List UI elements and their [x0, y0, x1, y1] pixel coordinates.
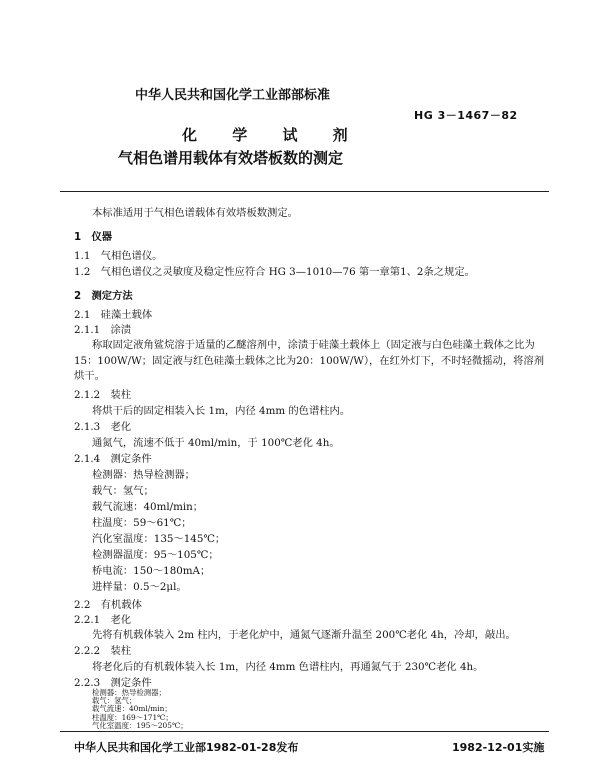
header-divider	[60, 191, 549, 192]
standard-code: HG 3－1467－82	[414, 109, 518, 122]
clause-2-1-4: 2.1.4 测定条件	[74, 453, 152, 465]
clause-2-1-1: 2.1.1 涂渍	[74, 324, 132, 336]
clause-2-1-3: 2.1.3 老化	[74, 421, 132, 433]
footer-divider	[60, 731, 549, 732]
issuing-organization: 中华人民共和国化学工业部部标准	[135, 88, 331, 103]
clause-1-2: 1.2 气相色谱仪之灵敏度及稳定性应符合 HG 3—1010—76 第一章第1、2条之规定。	[74, 266, 475, 278]
condition-bridge-current: 桥电流：150～180mA；	[92, 565, 211, 577]
clause-2-2-2-text: 将老化后的有机载体装入长 1m，内径 4mm 色谱柱内，再通氮气于 230℃老化 4h。	[92, 661, 484, 673]
intro-paragraph: 本标准适用于气相色谱载体有效塔板数测定。	[92, 207, 298, 219]
condition-detector: 检测器：热导检测器；	[92, 469, 195, 481]
clause-2-1-3-text: 通氮气，流速不低于 40ml/min，于 100℃老化 4h。	[92, 437, 340, 449]
document-title-main: 化 学 试 剂	[182, 126, 363, 144]
clause-2-1-2: 2.1.2 装柱	[74, 389, 132, 401]
organic-condition-carrier-gas: 载气：氢气；	[92, 696, 137, 706]
subsection-2-2: 2.2 有机载体	[74, 599, 142, 611]
condition-carrier-gas: 载气：氢气；	[92, 485, 154, 497]
organic-condition-detector: 检测器：热导检测器；	[92, 688, 166, 697]
condition-carrier-flow: 载气流速：40ml/min；	[92, 501, 204, 513]
organic-condition-carrier-flow: 载气流速：40ml/min；	[92, 704, 172, 714]
clause-2-2-1: 2.2.1 老化	[74, 614, 132, 626]
clause-2-2-3: 2.2.3 测定条件	[74, 677, 152, 689]
section-2-heading: 2 测定方法	[74, 290, 133, 302]
condition-vaporizer-temp: 汽化室温度：135～145℃；	[92, 533, 226, 545]
section-1-heading: 1 仪器	[74, 231, 113, 243]
clause-2-1-1-text: 称取固定液角鲨烷溶于适量的乙醚溶剂中，涂渍于硅藻土载体上（固定液与白色硅藻土载体之比为15：100W/W；固定液与红色硅藻土载体之比为20：100W/W），在红外灯下，不时轻微摇动，将溶剂烘干。	[74, 339, 545, 382]
clause-1-1: 1.1 气相色谱仪。	[74, 250, 163, 262]
organic-condition-vaporizer-temp: 气化室温度：195～205℃；	[92, 720, 188, 730]
condition-column-temp: 柱温度：59～61℃；	[92, 517, 192, 529]
clause-2-2-1-text: 先将有机载体装入 2m 柱内，于老化炉中，通氮气逐渐升温至 200℃老化 4h，冷却，敲出。	[92, 629, 516, 641]
subsection-2-1: 2.1 硅藻土载体	[74, 309, 153, 321]
condition-injection-volume: 进样量：0.5～2μl。	[92, 581, 187, 593]
issue-date: 中华人民共和国化学工业部1982-01-28发布	[74, 741, 299, 754]
document-title-sub: 气相色谱用载体有效塔板数的测定	[118, 149, 344, 167]
clause-2-1-2-text: 将烘干后的固定相装入长 1m，内径 4mm 的色谱柱内。	[92, 405, 351, 417]
clause-2-2-2: 2.2.2 装柱	[74, 645, 132, 657]
organic-condition-column-temp: 柱温度：169～171℃；	[92, 712, 173, 722]
condition-detector-temp: 检测器温度：95～105℃；	[92, 549, 219, 561]
effective-date: 1982-12-01实施	[452, 741, 545, 754]
